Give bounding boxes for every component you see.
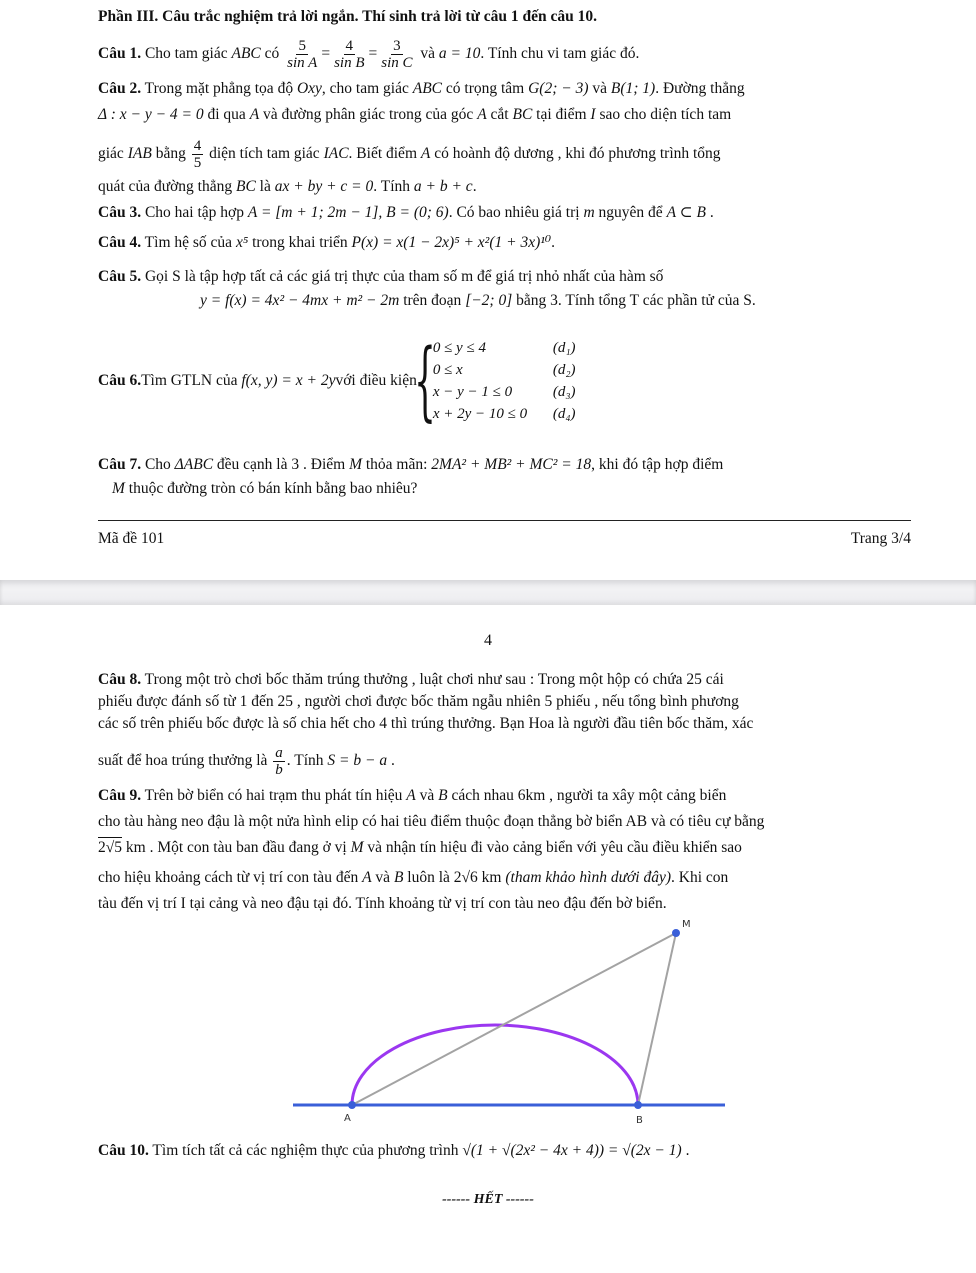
page-number: 4	[484, 632, 492, 649]
question-1: Câu 1. Cho tam giác ABC có $\frac{5}{\text{sin A}}$ = $\frac{4}{\text{sin B}}$ = $\frac{3}{\text{sin C}}$ và a = 10. Tính chu vi tam giác đó.	[98, 37, 640, 71]
harbor-figure	[0, 605, 976, 1273]
question-9-line-5: tàu đến vị trí I tại cảng và neo đậu tại đó. Tính khoảng từ vị trí con tàu neo đậu đến bờ biển.	[98, 895, 667, 912]
constraint-row	[433, 381, 576, 403]
question-3: Câu 3. Cho hai tập hợp A = [m + 1; 2m − 1], B = (0; 6). Có bao nhiêu giá trị m nguyên để A ⊂ B .	[98, 204, 714, 221]
fraction: $\frac{a}{b}$	[275, 744, 283, 778]
exam-code: Mã đề 101	[98, 530, 165, 547]
question-8-line-4: suất để hoa trúng thưởng là $\frac{a}{b}$ . Tính S = b − a .	[98, 744, 395, 778]
part-title: Phần III. Câu trắc nghiệm trả lời ngắn. Thí sinh trả lời từ câu 1 đến câu 10.	[98, 8, 597, 25]
question-10: Câu 10. Tìm tích tất cả các nghiệm thực của phương trình √(1 + √(2x² − 4x + 4)) = √(2x − 1) .	[98, 1142, 690, 1159]
label-m: M	[682, 919, 691, 930]
left-brace: {	[413, 331, 436, 431]
constraint-tag: (d₄)	[552, 406, 576, 422]
page-footer	[98, 528, 911, 550]
point-b	[634, 1101, 642, 1109]
question-5-line-2: y = f(x) = 4x² − 4mx + m² − 2m trên đoạn [−2; 0] bằng 3. Tính tổng T các phần tử của S.	[200, 292, 756, 309]
question-4: Câu 4. Tìm hệ số của x⁵ trong khai triển P(x) = x(1 − 2x)⁵ + x²(1 + 3x)¹⁰.	[98, 234, 555, 251]
segment-mb	[638, 933, 676, 1105]
fraction: $\frac{3}{\text{sin C}}$	[381, 37, 413, 71]
question-8-line-2: phiếu được đánh số từ 1 đến 25 , người chơi được bốc thăm ngẫu nhiên 5 phiếu , nếu tổng bình phương	[98, 693, 739, 710]
question-9-line-3: 2√5 km . Một con tàu ban đầu đang ở vị M và nhận tín hiệu đi vào cảng biển với yêu cầu điều khiển sao	[98, 839, 742, 856]
constraint-row	[433, 337, 576, 359]
question-6: Câu 6. Tìm GTLN của f(x, y) = x + 2y với điều kiện { 0 ≤ y ≤ 4 (d₁) 0 ≤ x (d₂) x − y − 1 ≤ 0 (d₃) x + 2y − 10 ≤ 0 (d₄)	[98, 331, 576, 431]
constraint-row	[433, 359, 576, 381]
page-3	[0, 0, 976, 580]
question-8-line-3: các số trên phiếu bốc được là số chia hết cho 4 thì trúng thưởng. Bạn Hoa là người đầu tiên bốc thăm, xác	[98, 715, 754, 732]
point-a	[348, 1101, 356, 1109]
constraint-system	[413, 331, 576, 431]
end-marker: ------ HẾT ------	[442, 1192, 534, 1207]
question-7-line-2: M thuộc đường tròn có bán kính bằng bao nhiêu?	[112, 480, 418, 497]
constraint-tag: (d₃)	[552, 384, 576, 400]
footer-rule	[98, 520, 911, 521]
question-9-line-1: Câu 9. Trên bờ biển có hai trạm thu phát tín hiệu A và B cách nhau 6km , người ta xây một cảng biển	[98, 787, 727, 804]
fraction: $\frac{4}{5}$	[193, 137, 202, 171]
constraint-inequality: 0 ≤ x	[432, 362, 463, 378]
label-b: B	[636, 1115, 643, 1126]
question-2-line-4: quát của đường thẳng BC là ax + by + c = 0. Tính a + b + c.	[98, 178, 477, 195]
page-indicator: Trang 3/4	[850, 530, 911, 547]
question-9-line-2: cho tàu hàng neo đậu là một nửa hình elip có hai tiêu điểm thuộc đoạn thẳng bờ biển AB và có tiêu cự bằng	[98, 813, 765, 830]
constraint-inequality: x + 2y − 10 ≤ 0	[432, 406, 528, 422]
page-4	[0, 605, 976, 1273]
constraint-inequality: 0 ≤ y ≤ 4	[432, 340, 486, 356]
constraint-row	[433, 403, 576, 425]
segment-ma	[352, 933, 676, 1105]
question-9-line-4: cho hiệu khoảng cách từ vị trí con tàu đến A và B luôn là 2√6 km (tham khảo hình dưới đây). Khi con	[98, 869, 729, 886]
point-m	[672, 929, 680, 937]
fraction: $\frac{4}{\text{sin B}}$	[334, 37, 365, 71]
label-a: A	[344, 1113, 351, 1124]
question-5-line-1: Câu 5. Gọi S là tập hợp tất cả các giá trị thực của tham số m để giá trị nhỏ nhất của hàm số	[98, 268, 664, 285]
fraction: $\frac{5}{\text{sin A}}$	[287, 37, 318, 71]
page-separator	[0, 580, 976, 605]
constraint-inequality: x − y − 1 ≤ 0	[432, 384, 513, 400]
semi-ellipse-harbor	[352, 1025, 638, 1105]
question-8-line-1: Câu 8. Trong một trò chơi bốc thăm trúng thưởng , luật chơi như sau : Trong một hộp có chứa 25 cái	[98, 671, 724, 688]
question-2-line-1: Câu 2. Trong mặt phẳng tọa độ Oxy, cho tam giác ABC có trọng tâm G(2; − 3) và B(1; 1). Đường thẳng	[98, 80, 745, 97]
question-2-line-3: giác IAB bằng $\frac{4}{5}$ diện tích tam giác IAC. Biết điểm A có hoành độ dương , khi đó phương trình tổng	[98, 137, 721, 171]
question-2-line-2: Δ : x − y − 4 = 0 đi qua A và đường phân giác trong của góc A cắt BC tại điểm I sao cho diện tích tam	[98, 106, 732, 123]
constraint-tag: (d₂)	[552, 362, 576, 378]
constraint-tag: (d₁)	[552, 340, 576, 356]
question-7-line-1: Câu 7. Cho ΔABC đều cạnh là 3 . Điểm M thỏa mãn: 2MA² + MB² + MC² = 18, khi đó tập hợp điểm	[98, 456, 724, 473]
